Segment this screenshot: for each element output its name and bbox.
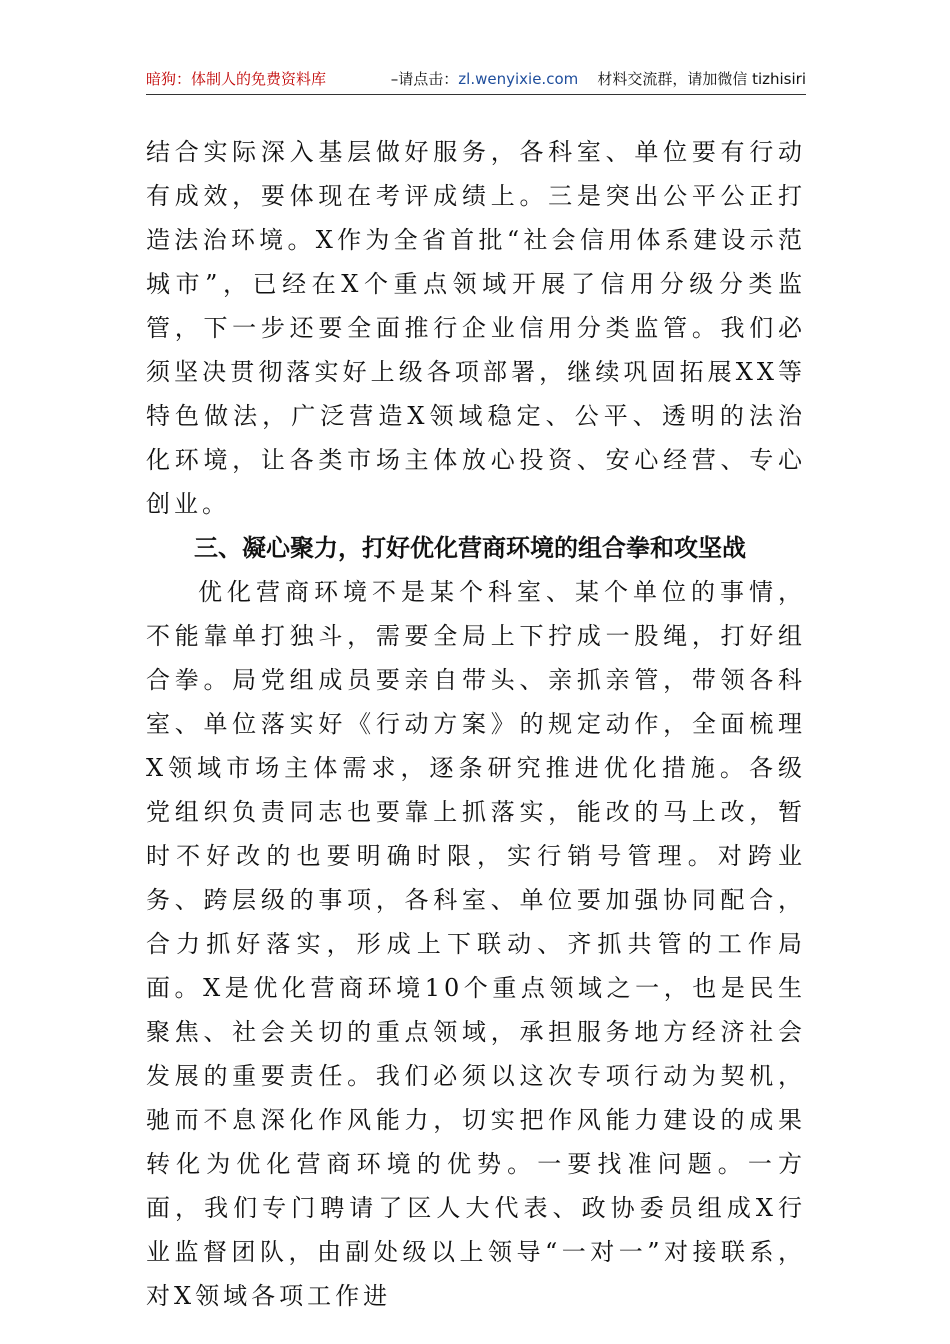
header-resource-title: 暗狗：体制人的免费资料库 xyxy=(146,70,327,88)
header-right-group xyxy=(391,64,806,94)
section-heading-3: 三、凝心聚力，打好优化营商环境的组合拳和攻坚战 xyxy=(194,533,746,562)
header-website-link[interactable]: zl.wenyixie.com xyxy=(458,70,579,88)
document-body xyxy=(146,130,806,1318)
header-wechat-note: 材料交流群，请加微信 tizhisiri xyxy=(597,70,806,88)
paragraph-1: 结合实际深入基层做好服务，各科室、单位要有行动有成效，要体现在考评成绩上。三是突出公平公正打造法治环境。X作为全省首批“社会信用体系建设示范城市”，已经在X个重点领域开展了信用分级分类监管，下一步还要全面推行企业信用分类监管。我们必须坚决贯彻落实好上级各项部署，继续巩固拓展XX等特色做法，广泛营造X领域稳定、公平、透明的法治化环境，让各类市场主体放心投资、安心经营、专心创业。 xyxy=(146,138,806,518)
page-header xyxy=(146,64,806,95)
paragraph-2: 优化营商环境不是某个科室、某个单位的事情，不能靠单打独斗，需要全局上下拧成一股绳，打好组合拳。局党组成员要亲自带头、亲抓亲管，带领各科室、单位落实好《行动方案》的规定动作，全面梳理X领域市场主体需求，逐条研究推进优化措施。各级党组织负责同志也要靠上抓落实，能改的马上改，暂时不好改的也要明确时限，实行销号管理。对跨业务、跨层级的事项，各科室、单位要加强协同配合，合力抓好落实，形成上下联动、齐抓共管的工作局面。X是优化营商环境10个重点领域之一，也是民生聚焦、社会关切的重点领域，承担服务地方经济社会发展的重要责任。我们必须以这次专项行动为契机，驰而不息深化作风能力，切实把作风能力建设的成果转化为优化营商环境的优势。一要找准问题。一方面，我们专门聘请了区人大代表、政协委员组成X行业监督团队，由副处级以上领导“一对一”对接联系，对X领域各项工作进 xyxy=(146,578,806,1310)
header-prompt: –请点击： xyxy=(390,70,459,88)
